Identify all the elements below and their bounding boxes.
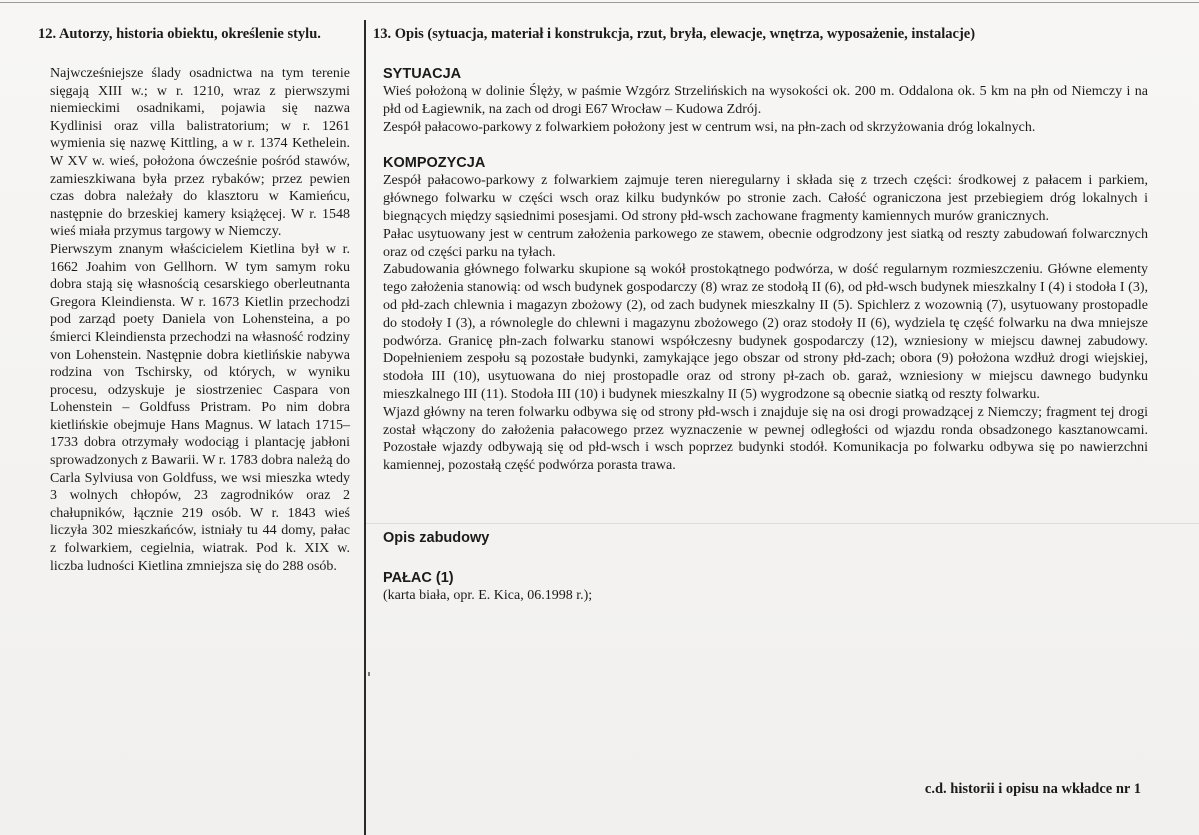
- opis-zabudowy-title: Opis zabudowy: [383, 529, 490, 546]
- history-text: [50, 65, 350, 575]
- sytuacja-paragraph: Wieś położoną w dolinie Ślęży, w paśmie Wzgórz Strzelińskich na wysokości ok. 200 m. Oddalona ok. 5 km na płn od Niemczy i na płd od Łagiewnik, na zach od drogi E67 Wrocław – Kudowa Zdrój.: [383, 84, 1148, 117]
- kompozycja-text: [383, 172, 1148, 475]
- scan-speck: [368, 672, 370, 676]
- continuation-note: c.d. historii i opisu na wkładce nr 1: [924, 781, 1141, 797]
- sytuacja-text: [383, 83, 1148, 136]
- history-header: 12. Autorzy, historia obiektu, określenie stylu.: [38, 26, 321, 42]
- kompozycja-paragraph: Zabudowania głównego folwarku skupione są wokół prostokątnego podwórza, w dość regularnym rozmieszczeniu. Główne elementy tego założenia stanowią: od wsch budynek gospodarczy (8) wraz ze stodołą II (6), od płd-wsch budynek mieszkalny I (4) i stodoła I (3), od płd-zach chlewnia i magazyn zbożowy (2), od zach budynek mieszkalny II (5). Spichlerz z wozownią (7), usytuowany prostopadle do stodoły I (3), a równolegle do chlewni i magazynu zbożowego (2) oraz stodoły II (6), wydziela tę część folwarku na dwa mniejsze podwórza. Granicę płn-zach folwarku stanowi współczesny budynek gospodarczy (12), wzniesiony w miejscu dawnej zabudowy. Dopełnieniem zespołu są pozostałe budynki, zamykające jego obszar od strony płd-zach; obora (9) położona wzdłuż drogi wiejskiej, stodoła III (10), usytuowana do niej prostopadle oraz od strony pł-zach ob. garaż, wzniesiony w miejscu dawnego budynku mieszkalnego III (11). Stodoła III (10) i budynek mieszkalny II (5) wygrodzone są obecnie siatką od reszty folwarku.: [383, 262, 1148, 402]
- kompozycja-paragraph: Wjazd główny na teren folwarku odbywa się od strony płd-wsch i znajduje się na osi drogi prowadzącej z Niemczy; fragment tej drogi został włączony do założenia pałacowego przez wyznaczenie w pewnej odległości od wjazdu ronda obsadzonego kasztanowcami. Pozostałe wjazdy odbywają się od płd-wsch i wsch poprzez budynki stodół. Komunikacja po folwarku odbywa się po nawierzchni kamiennej, pozostałą część podwórza porasta trawa.: [383, 404, 1148, 474]
- sytuacja-title: SYTUACJA: [383, 66, 462, 82]
- kompozycja-paragraph: Zespół pałacowo-parkowy z folwarkiem zajmuje teren nieregularny i składa się z trzech części: środkowej z pałacem i parkiem, głównego folwarku w części wsch oraz kilku budynków po stronie zach. Całość ograniczona jest przebiegiem dróg lokalnych i biegnących między sąsiednimi posesjami. Od strony płd-wsch zachowane fragmenty kamiennych murów granicznych.: [383, 173, 1148, 224]
- kompozycja-paragraph: Pałac usytuowany jest w centrum założenia parkowego ze stawem, obecnie odgrodzony jest siatką od reszty zabudowań folwarcznych oraz od części parku na tyłach.: [383, 226, 1148, 260]
- top-border-line: [0, 2, 1199, 3]
- description-header: 13. Opis (sytuacja, materiał i konstrukcja, rzut, bryła, elewacje, wnętrza, wyposażenie, instalacje): [373, 26, 976, 42]
- history-paragraph: Najwcześniejsze ślady osadnictwa na tym terenie sięgają XIII w.; w r. 1210, wraz z pierwszymi niemieckimi osadnikami, pojawia się nazwa Kydlinisi oraz villa balistratorium; w r. 1261 wymienia się nazwę Kittling, a w r. 1374 Kethelein. W XV w. wieś, położona ówcześnie pośród stawów, zamieszkiwana była przez rybaków; przez pewien czas dobra należały do klasztoru w Kamieńcu, następnie do brzeskiej kamery książęcej. W r. 1548 wieś miała przymus targowy w Niemczy.: [50, 66, 350, 240]
- palac-title: PAŁAC (1): [383, 569, 454, 586]
- history-paragraph: Pierwszym znanym właścicielem Kietlina był w r. 1662 Joahim von Gellhorn. W tym samym roku dobra stają się własnością cesarskiego oberleutnanta Gregora Kleindiensta. W r. 1673 Kietlin przechodzi pod zarząd poety Daniela von Lohensteina, a po śmierci Kleindiensta przechodzi na własność rodziny von Lohenstein. Następnie dobra kietlińskie nabywa rodzina von Tschirsky, od których, w wyniku procesu, odzyskuje je siostrzeniec Caspara von Lohenstein – Goldfuss Pristram. Po nim dobra kietlińskie obejmuje Hans Magnus. W latach 1715–1733 dobra otrzymały wodociąg i plantację jabłoni sprowadzonych z Bawarii. W r. 1783 dobra należą do Carla Sylviusa von Goldfuss, we wsi mieszka wtedy 3 wolnych chłopów, 23 zagrodników oraz 2 chałupników, łącznie 219 osób. W r. 1843 wieś liczyła 302 mieszkańców, istniały tu 44 domy, pałac z folwarkiem, cegielnia, wiatrak. Pod k. XIX w. liczba ludności Kietlina zmniejsza się do 288 osób.: [50, 241, 350, 574]
- kompozycja-title: KOMPOZYCJA: [383, 155, 486, 172]
- palac-note: (karta biała, opr. E. Kica, 06.1998 r.);: [383, 587, 593, 603]
- history-column: [38, 25, 350, 575]
- description-column: [373, 25, 1148, 605]
- column-divider: [364, 20, 366, 835]
- sytuacja-paragraph: Zespół pałacowo-parkowy z folwarkiem położony jest w centrum wsi, na płn-zach od skrzyżowania dróg lokalnych.: [383, 119, 1036, 135]
